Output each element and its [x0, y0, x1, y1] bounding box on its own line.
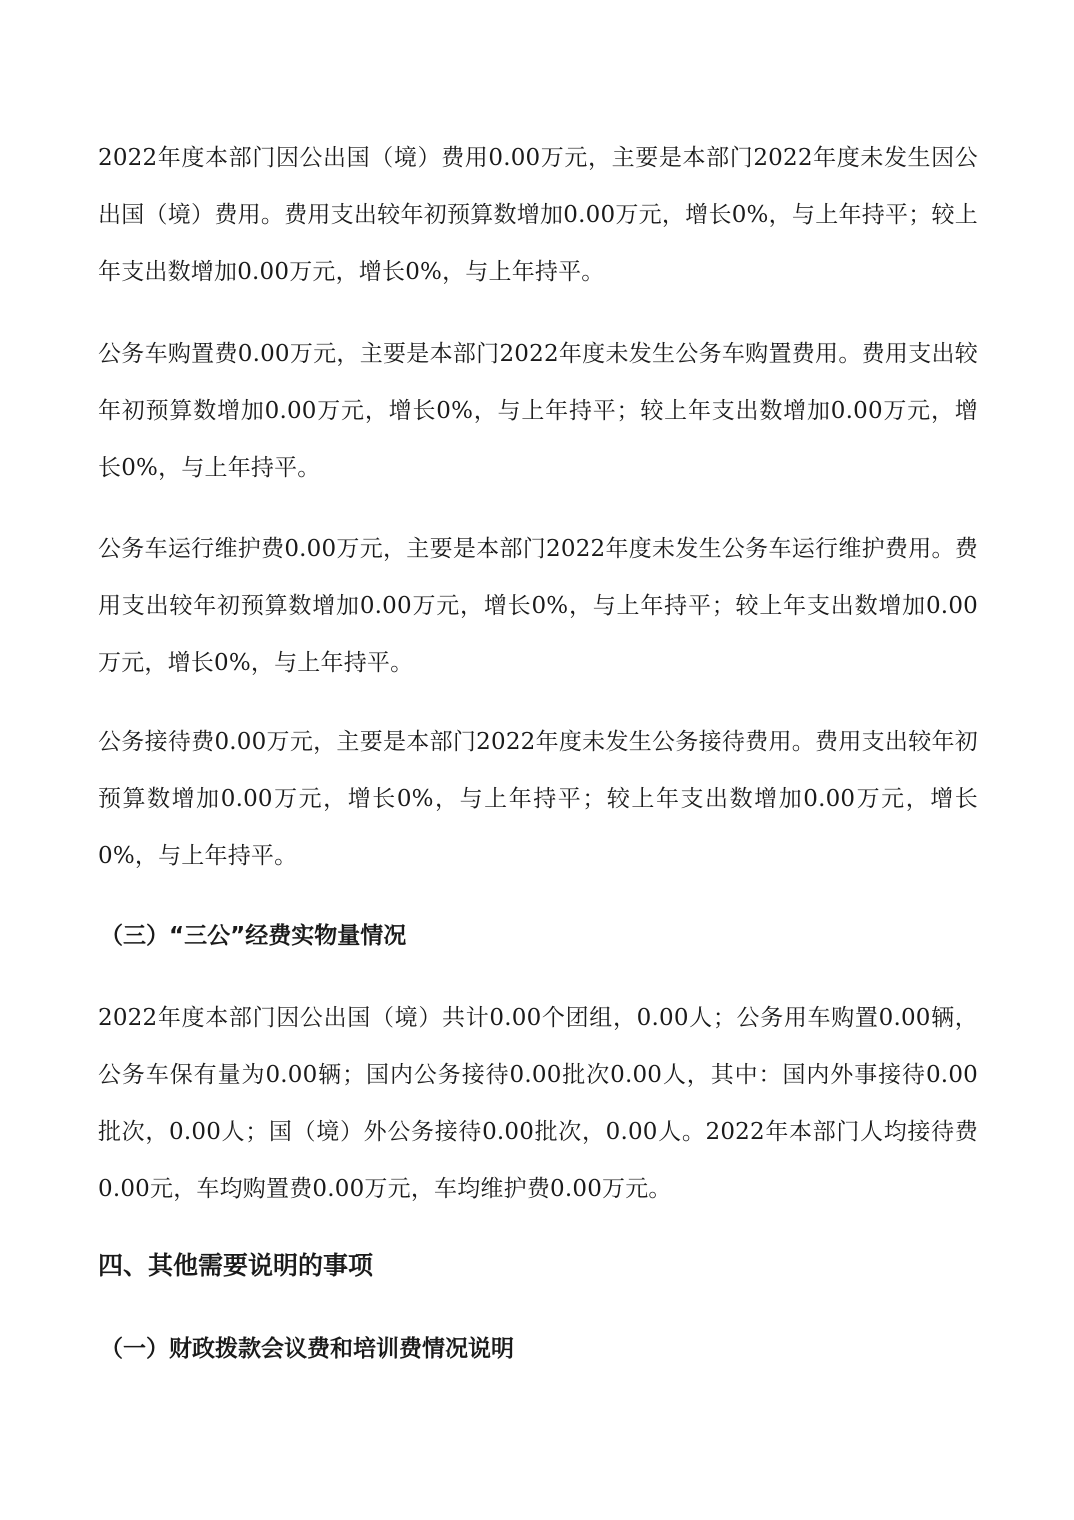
paragraph-overseas-travel-cost: 2022年度本部门因公出国（境）费用0.00万元，主要是本部门2022年度未发生因公出国（境）费用。费用支出较年初预算数增加0.00万元，增长0%，与上年持平；较上年支出数增加0.00万元，增长0%，与上年持平。: [98, 145, 978, 285]
paragraph-three-public-quantities: 2022年度本部门因公出国（境）共计0.00个团组，0.00人；公务用车购置0.00辆，公务车保有量为0.00辆；国内公务接待0.00批次0.00人，其中：国内外事接待0.00批次，0.00人；国（境）外公务接待0.00批次，0.00人。2022年本部门人均接待费0.00元，车均购置费0.00万元，车均维护费0.00万元。: [98, 1005, 978, 1202]
paragraph-reception-cost: 公务接待费0.00万元，主要是本部门2022年度未发生公务接待费用。费用支出较年初预算数增加0.00万元，增长0%，与上年持平；较上年支出数增加0.00万元，增长0%，与上年持平。: [98, 729, 978, 869]
paragraph-vehicle-purchase-cost: 公务车购置费0.00万元，主要是本部门2022年度未发生公务车购置费用。费用支出较年初预算数增加0.00万元，增长0%，与上年持平；较上年支出数增加0.00万元，增长0%，与上年持平。: [98, 341, 978, 481]
section-heading-three-public-quantities: （三）“三公”经费实物量情况: [100, 923, 407, 949]
section-heading-meeting-training-costs: （一）财政拨款会议费和培训费情况说明: [100, 1336, 514, 1362]
paragraph-vehicle-maintenance-cost: 公务车运行维护费0.00万元，主要是本部门2022年度未发生公务车运行维护费用。费用支出较年初预算数增加0.00万元，增长0%，与上年持平；较上年支出数增加0.00万元，增长0%，与上年持平。: [98, 536, 978, 676]
section-heading-other-matters: 四、其他需要说明的事项: [98, 1251, 374, 1280]
